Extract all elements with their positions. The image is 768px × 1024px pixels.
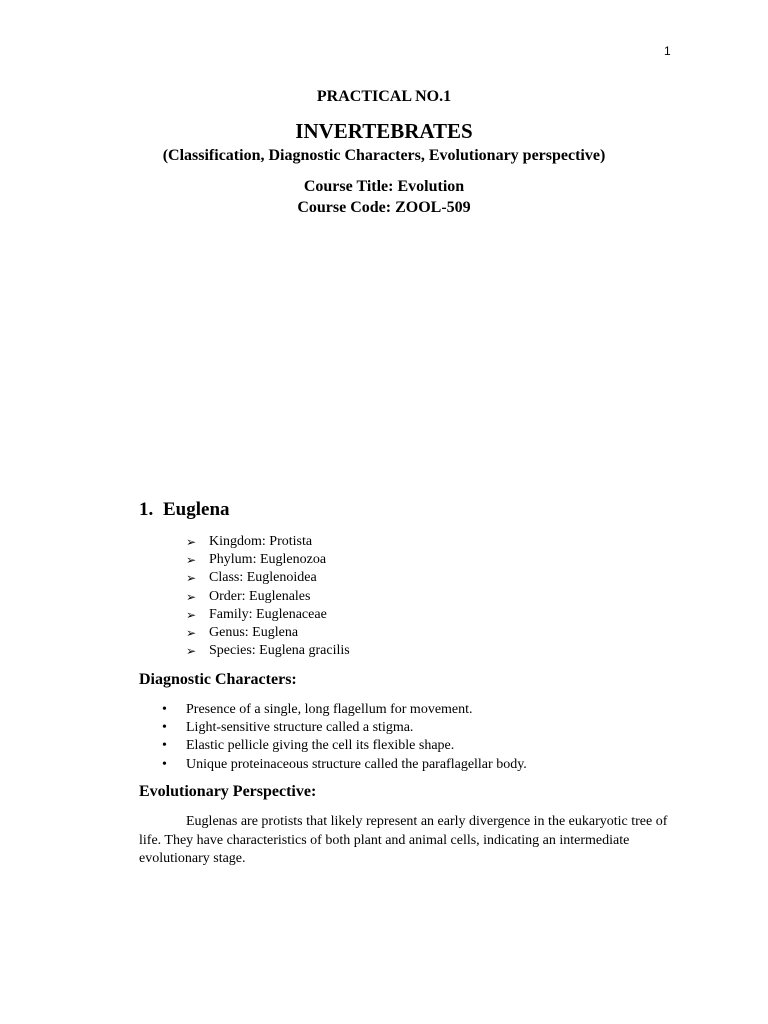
- course-code: Course Code: ZOOL-509: [297, 199, 471, 216]
- evolution-paragraph: Euglenas are protists that likely represent an early divergence in the eukaryotic tree of life. They have characteristics of both plant and animal cells, indicating an intermediate evolutionary stage.: [139, 814, 668, 866]
- list-item: ➢ Phylum: Euglenozoa: [186, 551, 350, 569]
- evolution-heading: Evolutionary Perspective:: [139, 783, 317, 800]
- diagnostic-list: [162, 701, 527, 774]
- list-item: ➢ Species: Euglena gracilis: [186, 642, 350, 660]
- diagnostic-heading: Diagnostic Characters:: [139, 671, 297, 688]
- section-name: Euglena: [163, 499, 230, 520]
- list-item: • Unique proteinaceous structure called the paraflagellar body.: [162, 756, 527, 774]
- arrow-bullet-icon: ➢: [186, 589, 197, 604]
- document-subtitle: (Classification, Diagnostic Characters, Evolutionary perspective): [162, 147, 606, 164]
- arrow-bullet-icon: ➢: [186, 571, 197, 586]
- arrow-bullet-icon: ➢: [186, 607, 197, 622]
- classification-list: [186, 533, 350, 660]
- bullet-icon: •: [162, 702, 167, 717]
- arrow-bullet-icon: ➢: [186, 535, 197, 549]
- list-item: ➢ Order: Euglenales: [186, 588, 350, 606]
- list-item: ➢ Class: Euglenoidea: [186, 569, 350, 587]
- list-item: • Light-sensitive structure called a stigma.: [162, 719, 527, 737]
- list-item: • Presence of a single, long flagellum for movement.: [162, 701, 527, 719]
- section-heading: [139, 499, 230, 521]
- bullet-icon: •: [162, 720, 167, 736]
- document-title: INVERTEBRATES: [295, 119, 473, 143]
- practical-number: PRACTICAL NO.1: [316, 88, 452, 105]
- list-item: • Elastic pellicle giving the cell its flexible shape.: [162, 737, 527, 755]
- arrow-bullet-icon: ➢: [186, 626, 197, 641]
- section-number: 1.: [139, 499, 154, 520]
- list-item: ➢ Kingdom: Protista: [186, 533, 350, 551]
- arrow-bullet-icon: ➢: [186, 644, 197, 659]
- arrow-bullet-icon: ➢: [186, 553, 197, 568]
- page-number: 1: [664, 44, 671, 58]
- course-title: Course Title: Evolution: [303, 178, 465, 195]
- list-item: ➢ Genus: Euglena: [186, 624, 350, 642]
- list-item: ➢ Family: Euglenaceae: [186, 606, 350, 624]
- bullet-icon: •: [162, 738, 167, 754]
- bullet-icon: •: [162, 756, 167, 772]
